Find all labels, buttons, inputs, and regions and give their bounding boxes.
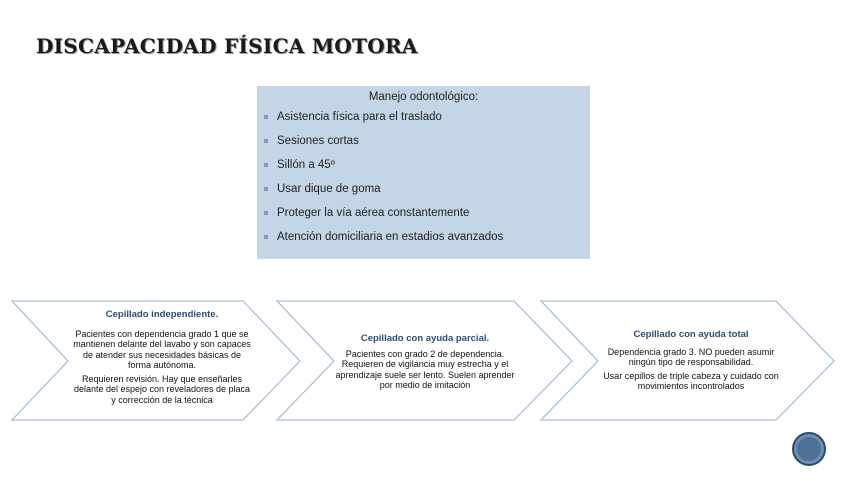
list-item-text: Asistencia física para el traslado [277, 111, 442, 123]
cepillado-heading: Cepillado con ayuda parcial. [360, 333, 490, 344]
cepillado-text: Dependencia grado 3. NO pueden asumir ningún tipo de responsabilidad. [607, 346, 775, 367]
list-item-text: Proteger la vía aérea constantemente [277, 207, 470, 219]
cepillado-heading: Cepillado independiente. [105, 309, 219, 320]
cepillado-text: Requieren revisión. Hay que enseñarles delante del espejo con reveladores de placa y corrección de la técnica [73, 373, 251, 405]
cepillado-ayuda-total [596, 330, 786, 395]
manejo-heading: Manejo odontológico: [368, 91, 479, 103]
cepillado-text: Usar cepillos de triple cabeza y cuidado con movimientos incontrolados [603, 370, 779, 391]
circle-button-icon[interactable] [792, 432, 826, 466]
list-item-text: Atención domiciliaria en estadios avanzados [277, 231, 504, 243]
list-item-text: Sillón a 45º [277, 159, 335, 171]
slide-title: DISCAPACIDAD FÍSICA MOTORA [36, 34, 418, 58]
cepillado-text: Pacientes con dependencia grado 1 que se mantienen delante del lavabo y son capaces de atender sus necesidades básicas de forma autónoma. [73, 328, 251, 370]
list-item-text: Sesiones cortas [277, 135, 359, 147]
list-item-text: Usar dique de goma [277, 183, 381, 195]
cepillado-text: Pacientes con grado 2 de dependencia. Requieren de vigilancia muy estrecha y el aprendizaje suele ser lento. Suelen aprender por medio de imitación [335, 348, 515, 390]
cepillado-ayuda-parcial [335, 334, 515, 394]
cepillado-independiente [72, 310, 252, 408]
cepillado-heading: Cepillado con ayuda total [633, 329, 749, 340]
